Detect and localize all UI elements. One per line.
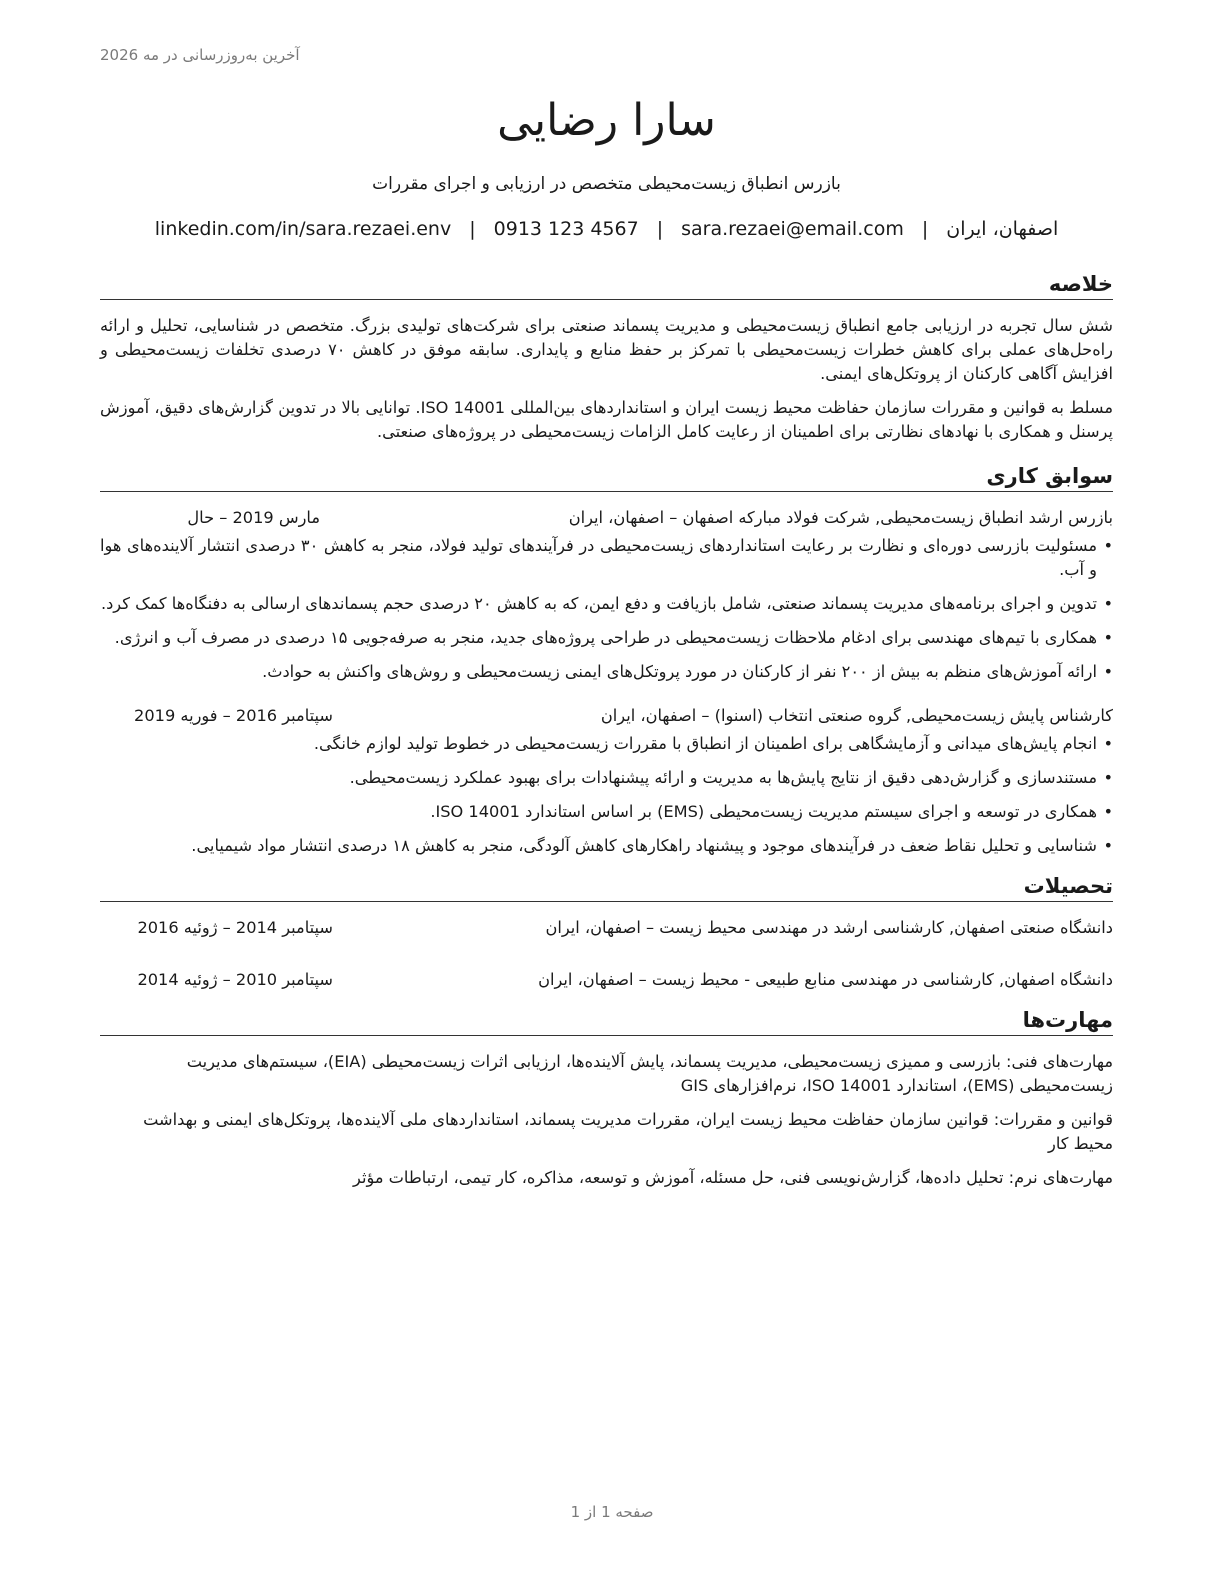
job-dates: مارس 2019 – حال bbox=[187, 508, 320, 527]
education-title: دانشگاه اصفهان, کارشناسی در مهندسی منابع طبیعی - محیط زیست – اصفهان، ایران bbox=[538, 970, 1113, 989]
candidate-headline: بازرس انطباق زیست‌محیطی متخصص در ارزیابی و اجرای مقررات bbox=[372, 174, 841, 194]
section-title: مهارت‌ها bbox=[100, 1006, 1113, 1036]
job-bullet: • همکاری با تیم‌های مهندسی برای ادغام ملاحظات زیست‌محیطی در طراحی پروژه‌های جدید، منجر به صرفه‌جویی ۱۵ درصدی در مصرف آب و انرژی. bbox=[100, 626, 1113, 650]
contact-line bbox=[100, 216, 1113, 242]
contact-separator: | bbox=[921, 218, 929, 240]
section-title: خلاصه bbox=[100, 270, 1113, 300]
skills-section bbox=[100, 1006, 1113, 1190]
resume-content bbox=[100, 90, 1113, 1190]
job-bullet: • شناسایی و تحلیل نقاط ضعف در فرآیندهای موجود و پیشنهاد راهکارهای کاهش آلودگی، منجر به کاهش ۱۸ درصدی انتشار مواد شیمیایی. bbox=[100, 834, 1113, 858]
candidate-name: سارا رضایی bbox=[497, 95, 716, 146]
education-entry bbox=[100, 916, 1113, 940]
education-dates: سپتامبر 2010 – ژوئیه 2014 bbox=[137, 970, 333, 989]
job-bullet: • همکاری در توسعه و اجرای سیستم مدیریت زیست‌محیطی (EMS) بر اساس استاندارد ISO 14001. bbox=[100, 800, 1113, 824]
skill-line: مهارت‌های فنی: بازرسی و ممیزی زیست‌محیطی، مدیریت پسماند، پایش آلاینده‌ها، ارزیابی اثرات زیست‌محیطی (EIA)، سیستم‌های مدیریت زیست‌محیطی (EMS)، استاندارد ISO 14001، نرم‌افزارهای GIS bbox=[186, 1052, 1113, 1095]
job-bullet: • تدوین و اجرای برنامه‌های مدیریت پسماند صنعتی، شامل بازیافت و دفع ایمن، که به کاهش ۲۰ درصدی حجم پسماندهای ارسالی به دفنگاه‌ها کمک کرد. bbox=[100, 592, 1113, 616]
summary-paragraph: شش سال تجربه در ارزیابی جامع انطباق زیست‌محیطی و مدیریت پسماند صنعتی برای شرکت‌های تولیدی بزرگ. متخصص در شناسایی، تحلیل و ارائه راه‌حل‌های عملی برای کاهش خطرات زیست‌محیطی با تمرکز بر حفظ منابع و پایداری. سابقه موفق در کاهش ۷۰ درصدی تخلفات زیست‌محیطی و افزایش آگاهی کارکنان از پروتکل‌های ایمنی. bbox=[100, 316, 1113, 383]
job-dates: سپتامبر 2016 – فوریه 2019 bbox=[134, 706, 333, 725]
job-title: بازرس ارشد انطباق زیست‌محیطی, شرکت فولاد مبارکه اصفهان – اصفهان، ایران bbox=[568, 508, 1113, 527]
skill-line: قوانین و مقررات: قوانین سازمان حفاظت محیط زیست ایران، مقررات مدیریت پسماند، استانداردهای ملی آلاینده‌ها، پروتکل‌های ایمنی و بهداشت محیط کار bbox=[143, 1110, 1113, 1153]
contact-phone[interactable]: 0913 123 4567 bbox=[493, 218, 639, 240]
summary-paragraph: مسلط به قوانین و مقررات سازمان حفاظت محیط زیست ایران و استانداردهای بین‌المللی ISO 14001. توانایی بالا در تدوین گزارش‌های دقیق، آموزش پرسنل و همکاری با نهادهای نظارتی برای اطمینان از رعایت کامل الزامات زیست‌محیطی در پروژه‌های صنعتی. bbox=[100, 398, 1113, 441]
skill-line: مهارت‌های نرم: تحلیل داده‌ها، گزارش‌نویسی فنی، حل مسئله، آموزش و توسعه، مذاکره، کار تیمی، ارتباطات مؤثر bbox=[353, 1168, 1113, 1187]
job-bullets bbox=[100, 732, 1113, 858]
job-entry bbox=[100, 506, 1113, 684]
job-title: کارشناس پایش زیست‌محیطی, گروه صنعتی انتخاب (اسنوا) – اصفهان، ایران bbox=[600, 706, 1113, 725]
job-header bbox=[100, 704, 1113, 728]
education-section bbox=[100, 872, 1113, 992]
contact-location: اصفهان، ایران bbox=[946, 218, 1059, 240]
job-bullet: • ارائه آموزش‌های منظم به بیش از ۲۰۰ نفر از کارکنان در مورد پروتکل‌های ایمنی زیست‌محیطی و روش‌های واکنش به حوادث. bbox=[100, 660, 1113, 684]
last-updated: آخرین به‌روزرسانی در مه 2026 bbox=[100, 46, 300, 64]
job-bullet: • انجام پایش‌های میدانی و آزمایشگاهی برای اطمینان از انطباق با مقررات زیست‌محیطی در خطوط تولید لوازم خانگی. bbox=[100, 732, 1113, 756]
job-bullet: • مسئولیت بازرسی دوره‌ای و نظارت بر رعایت استانداردهای زیست‌محیطی در فرآیندهای تولید فولاد، منجر به کاهش ۳۰ درصدی انتشار آلاینده‌های هوا و آب. bbox=[100, 534, 1113, 582]
section-title: سوابق کاری bbox=[100, 462, 1113, 492]
section-title: تحصیلات bbox=[100, 872, 1113, 902]
job-entry bbox=[100, 704, 1113, 858]
education-title: دانشگاه صنعتی اصفهان, کارشناسی ارشد در مهندسی محیط زیست – اصفهان، ایران bbox=[545, 918, 1113, 937]
job-bullets bbox=[100, 534, 1113, 684]
job-bullet: • مستندسازی و گزارش‌دهی دقیق از نتایج پایش‌ها به مدیریت و ارائه پیشنهادات برای بهبود عملکرد زیست‌محیطی. bbox=[100, 766, 1113, 790]
summary-section bbox=[100, 270, 1113, 444]
job-header bbox=[100, 506, 1113, 530]
contact-email[interactable]: sara.rezaei@email.com bbox=[681, 218, 904, 240]
education-dates: سپتامبر 2014 – ژوئیه 2016 bbox=[137, 918, 333, 937]
contact-separator: | bbox=[656, 218, 664, 240]
education-entry bbox=[100, 968, 1113, 992]
contact-linkedin[interactable]: linkedin.com/in/sara.rezaei.env bbox=[154, 218, 452, 240]
experience-section bbox=[100, 462, 1113, 858]
contact-separator: | bbox=[469, 218, 476, 240]
page-number: صفحه 1 از 1 bbox=[570, 1503, 654, 1521]
